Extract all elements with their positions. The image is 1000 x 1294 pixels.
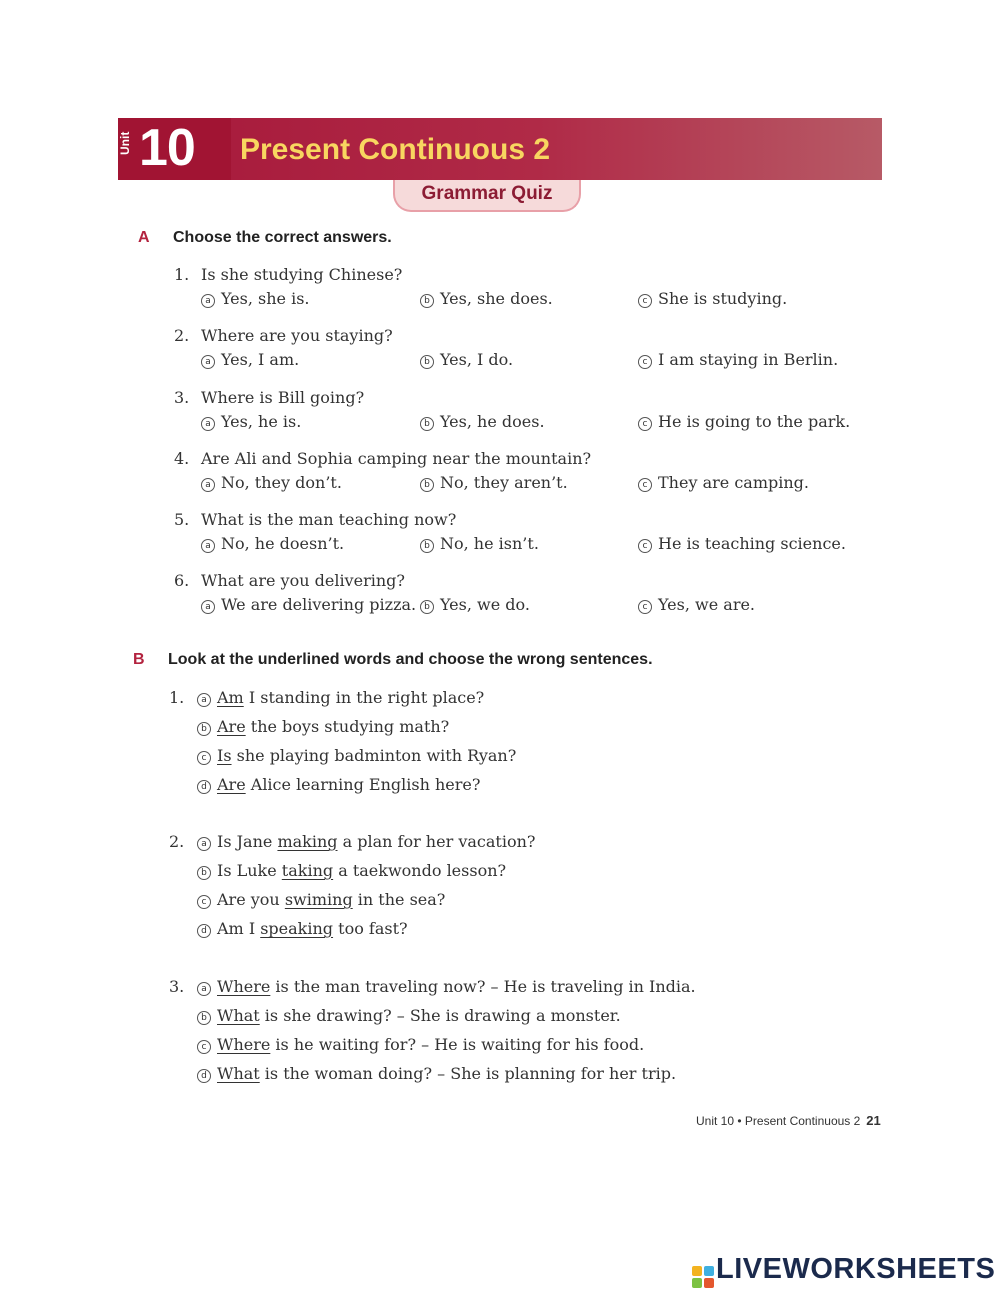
- answer-option-c[interactable]: [638, 534, 846, 554]
- sentence-option-a[interactable]: [197, 977, 696, 997]
- question-number: 1.: [174, 265, 190, 284]
- underlined-word: What: [217, 1006, 260, 1025]
- sentence-option-a[interactable]: [197, 832, 535, 852]
- sentence-text-after: in the sea?: [352, 890, 446, 909]
- sentence-text-after: is she drawing? – She is drawing a monster.: [259, 1006, 621, 1025]
- option-marker-c: c: [197, 1040, 211, 1054]
- option-text: Yes, he does.: [440, 412, 545, 431]
- option-text: Yes, I am.: [221, 350, 300, 369]
- question-text: Is she studying Chinese?: [201, 265, 403, 284]
- option-marker-c: c: [197, 895, 211, 909]
- option-text: I am staying in Berlin.: [658, 350, 839, 369]
- answer-option-c[interactable]: [638, 350, 838, 370]
- option-marker-b: b: [197, 866, 211, 880]
- logo-square-2: [704, 1266, 714, 1276]
- underlined-word: speaking: [260, 919, 334, 938]
- sentence-text-before: Is Jane: [217, 832, 278, 851]
- question-text: What is the man teaching now?: [201, 510, 457, 529]
- option-text: We are delivering pizza.: [221, 595, 417, 614]
- option-marker-a: a: [201, 539, 215, 553]
- sentence-text-after: she playing badminton with Ryan?: [231, 746, 517, 765]
- sentence-option-b[interactable]: [197, 1006, 621, 1026]
- underlined-word: Where: [217, 977, 271, 996]
- answer-option-b[interactable]: [420, 595, 530, 615]
- grammar-quiz-label: Grammar Quiz: [421, 183, 553, 204]
- option-marker-d: d: [197, 1069, 211, 1083]
- option-text: Yes, I do.: [440, 350, 514, 369]
- question-number: 1.: [169, 688, 185, 707]
- logo-square-1: [692, 1266, 702, 1276]
- answer-option-c[interactable]: [638, 289, 787, 309]
- sentence-text-after: a taekwondo lesson?: [333, 861, 507, 880]
- sentence-text-after: I standing in the right place?: [243, 688, 485, 707]
- footer-text: Unit 10 • Present Continuous 2: [696, 1114, 861, 1128]
- sentence-text-after: is the woman doing? – She is planning for her trip.: [259, 1064, 677, 1083]
- page-footer: [696, 1113, 881, 1128]
- option-marker-c: c: [197, 751, 211, 765]
- underlined-word: Where: [217, 1035, 271, 1054]
- option-text: Yes, he is.: [221, 412, 302, 431]
- option-marker-b: b: [197, 1011, 211, 1025]
- answer-option-a[interactable]: [201, 595, 416, 615]
- option-marker-a: a: [197, 982, 211, 996]
- option-marker-c: c: [638, 417, 652, 431]
- answer-option-c[interactable]: [638, 473, 809, 493]
- option-text: No, they aren’t.: [440, 473, 568, 492]
- page-number: 21: [866, 1113, 881, 1128]
- underlined-word: swiming: [284, 890, 353, 909]
- underlined-word: taking: [281, 861, 334, 880]
- sentence-text-before: Is Luke: [217, 861, 282, 880]
- grammar-quiz-tab: [393, 180, 581, 212]
- option-text: Yes, we do.: [440, 595, 530, 614]
- option-text: Yes, we are.: [658, 595, 756, 614]
- option-marker-c: c: [638, 355, 652, 369]
- option-marker-a: a: [201, 355, 215, 369]
- sentence-text-before: Am I: [217, 919, 261, 938]
- sentence-option-b[interactable]: [197, 861, 506, 881]
- question-text: Where are you staying?: [201, 326, 393, 345]
- sentence-text-after: Alice learning English here?: [245, 775, 481, 794]
- option-marker-b: b: [420, 294, 434, 308]
- logo-square-4: [704, 1278, 714, 1288]
- underlined-word: What: [217, 1064, 260, 1083]
- answer-option-b[interactable]: [420, 412, 545, 432]
- option-marker-a: a: [197, 693, 211, 707]
- option-text: No, he doesn’t.: [221, 534, 345, 553]
- section-b-letter: B: [133, 651, 145, 668]
- sentence-text-after: a plan for her vacation?: [337, 832, 536, 851]
- question-number: 4.: [174, 449, 190, 468]
- option-marker-c: c: [638, 478, 652, 492]
- unit-number: 10: [139, 119, 195, 177]
- answer-option-a[interactable]: [201, 473, 342, 493]
- option-marker-d: d: [197, 780, 211, 794]
- sentence-option-d[interactable]: [197, 775, 480, 795]
- question-number: 6.: [174, 571, 190, 590]
- answer-option-c[interactable]: [638, 595, 755, 615]
- answer-option-a[interactable]: [201, 289, 310, 309]
- option-marker-c: c: [638, 539, 652, 553]
- question-number: 5.: [174, 510, 190, 529]
- option-text: Yes, she does.: [440, 289, 553, 308]
- section-a-letter: A: [138, 229, 150, 246]
- option-marker-c: c: [638, 294, 652, 308]
- section-b-instruction: Look at the underlined words and choose the wrong sentences.: [168, 651, 653, 668]
- question-text: Where is Bill going?: [201, 388, 365, 407]
- option-marker-b: b: [197, 722, 211, 736]
- question-number: 3.: [174, 388, 190, 407]
- underlined-word: making: [277, 832, 338, 851]
- option-text: No, he isn’t.: [440, 534, 539, 553]
- option-marker-c: c: [638, 600, 652, 614]
- option-marker-a: a: [201, 478, 215, 492]
- unit-word: Unit: [118, 131, 132, 155]
- question-number: 2.: [169, 832, 185, 851]
- logo-text: LIVEWORKSHEETS: [716, 1253, 996, 1285]
- sentence-option-c[interactable]: [197, 1035, 644, 1055]
- option-marker-b: b: [420, 539, 434, 553]
- option-marker-a: a: [201, 600, 215, 614]
- liveworksheets-logo: [692, 1253, 995, 1288]
- option-marker-a: a: [201, 417, 215, 431]
- answer-option-b[interactable]: [420, 350, 513, 370]
- underlined-word: Are: [217, 717, 246, 736]
- option-marker-b: b: [420, 478, 434, 492]
- section-a-instruction: Choose the correct answers.: [173, 229, 392, 246]
- logo-square-3: [692, 1278, 702, 1288]
- answer-option-c[interactable]: [638, 412, 850, 432]
- option-marker-a: a: [197, 837, 211, 851]
- sentence-option-a[interactable]: [197, 688, 484, 708]
- option-marker-b: b: [420, 600, 434, 614]
- sentence-option-b[interactable]: [197, 717, 449, 737]
- unit-title: Present Continuous 2: [240, 133, 551, 166]
- underlined-word: Is: [217, 746, 232, 765]
- answer-option-b[interactable]: [420, 473, 568, 493]
- option-text: He is going to the park.: [658, 412, 851, 431]
- option-marker-b: b: [420, 355, 434, 369]
- sentence-text-after: too fast?: [333, 919, 408, 938]
- question-number: 2.: [174, 326, 190, 345]
- answer-option-a[interactable]: [201, 534, 344, 554]
- option-marker-d: d: [197, 924, 211, 938]
- sentence-text-after: the boys studying math?: [245, 717, 450, 736]
- option-text: He is teaching science.: [658, 534, 846, 553]
- option-text: No, they don’t.: [221, 473, 342, 492]
- answer-option-b[interactable]: [420, 289, 553, 309]
- answer-option-a[interactable]: [201, 350, 299, 370]
- underlined-word: Am: [217, 688, 244, 707]
- question-text: What are you delivering?: [201, 571, 405, 590]
- question-text: Are Ali and Sophia camping near the mountain?: [201, 449, 592, 468]
- option-marker-a: a: [201, 294, 215, 308]
- sentence-option-d[interactable]: [197, 919, 408, 939]
- answer-option-a[interactable]: [201, 412, 301, 432]
- option-text: Yes, she is.: [221, 289, 310, 308]
- sentence-option-c[interactable]: [197, 746, 516, 766]
- answer-option-b[interactable]: [420, 534, 539, 554]
- logo-icon: [692, 1266, 714, 1288]
- sentence-text-after: is he waiting for? – He is waiting for his food.: [270, 1035, 645, 1054]
- sentence-text-after: is the man traveling now? – He is traveling in India.: [270, 977, 696, 996]
- sentence-text-before: Are you: [217, 890, 285, 909]
- sentence-option-c[interactable]: [197, 890, 445, 910]
- question-number: 3.: [169, 977, 185, 996]
- option-text: They are camping.: [658, 473, 809, 492]
- underlined-word: Are: [217, 775, 246, 794]
- option-marker-b: b: [420, 417, 434, 431]
- sentence-option-d[interactable]: [197, 1064, 676, 1084]
- option-text: She is studying.: [658, 289, 788, 308]
